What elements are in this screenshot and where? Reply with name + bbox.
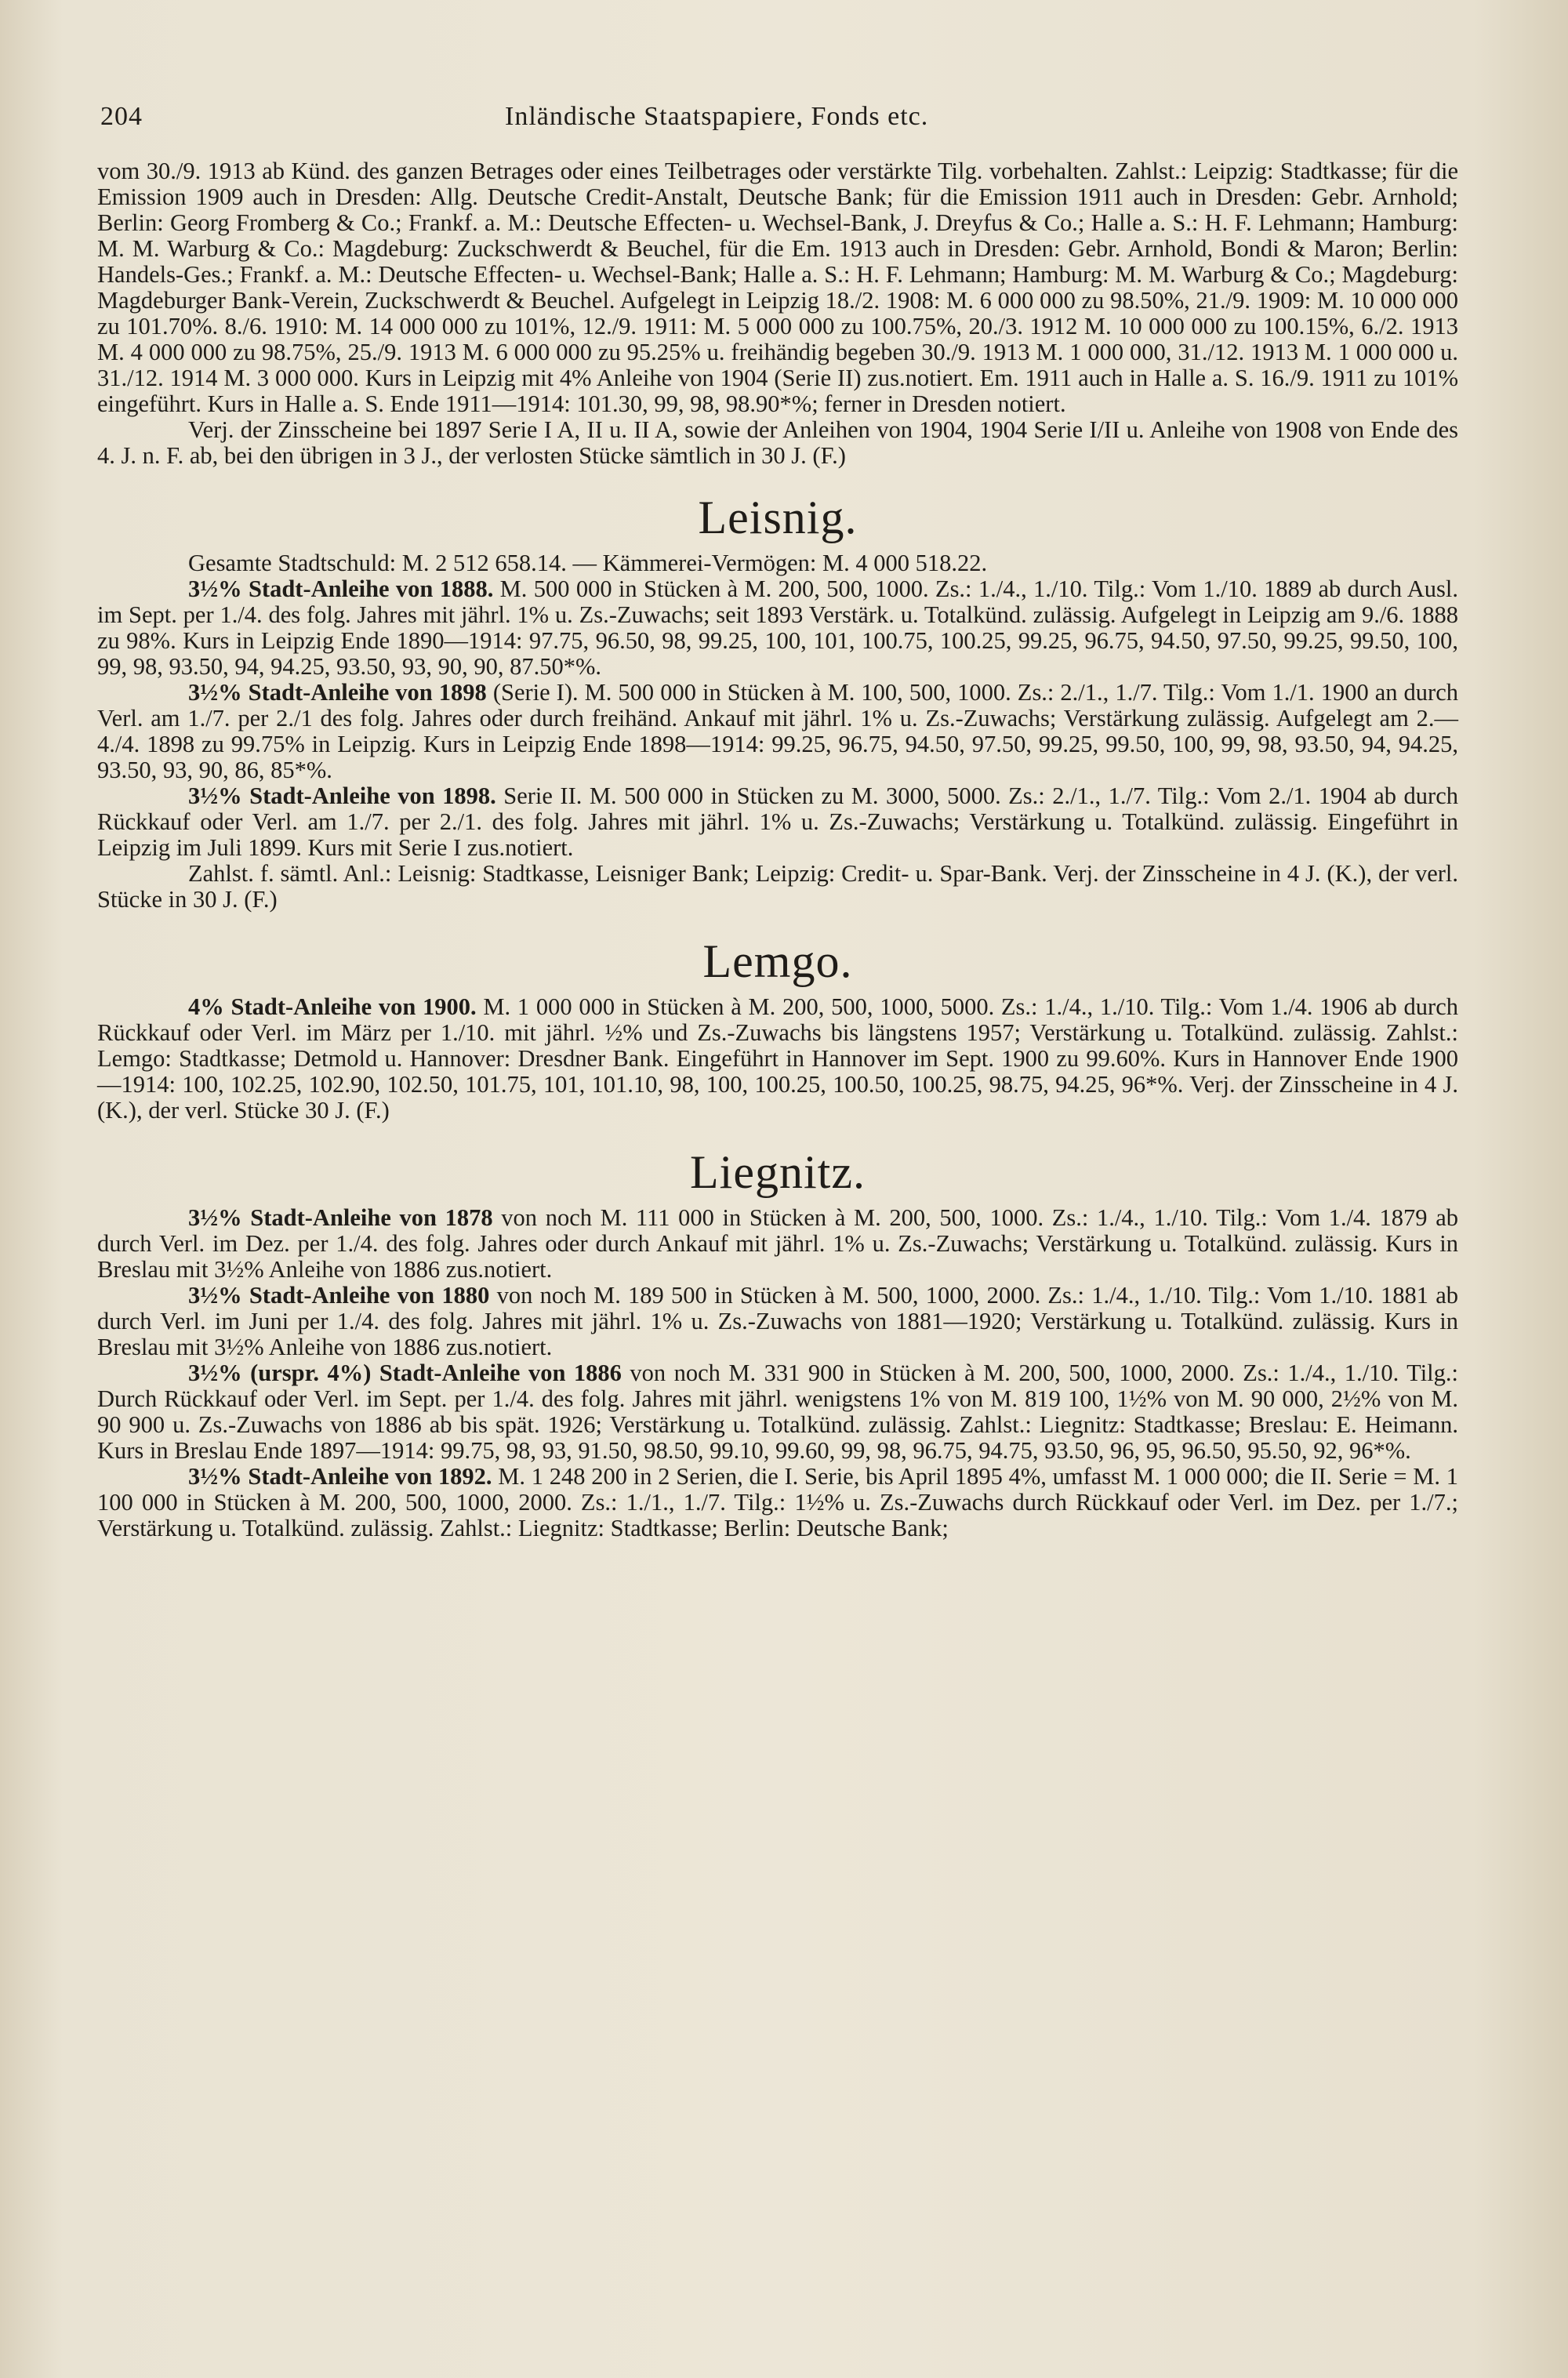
running-title: Inländische Staatspapiere, Fonds etc.	[505, 102, 929, 131]
loan-heading: 3½% Stadt-Anleihe von 1878	[188, 1204, 493, 1231]
section-title-lemgo: Lemgo.	[702, 935, 853, 987]
leisnig-summary: Gesamte Stadtschuld: M. 2 512 658.14. — Kämmerei-Vermögen: M. 4 000 518.22.	[188, 550, 988, 576]
loan-heading: 4% Stadt-Anleihe von 1900.	[188, 993, 477, 1020]
liegnitz-loan-1878	[97, 1205, 1458, 1283]
loan-text: (Serie I). M. 500 000 in Stücken à M. 100, 500, 1000. Zs.: 2./1., 1./7. Tilg.: Vom 1./1. 1900 an durch Verl. am 1./7. per 2./1 des folg. Jahres oder durch freihänd. Ankauf mit jährl. 1% u. Zs.-Zuwachs; Verstärkung zulässig. Aufgelegt am 2.—4./4. 1898 zu 99.75% in Leipzig. Kurs in Leipzig Ende 1898—1914: 99.25, 96.75, 94.50, 97.50, 99.25, 99.50, 100, 99, 98, 93.50, 94, 94.25, 93.50, 93, 90, 86, 85*%.	[97, 679, 1458, 783]
loan-heading: 3½% (urspr. 4%) Stadt-Anleihe von 1886	[188, 1360, 622, 1386]
limitation-paragraph: Verj. der Zinsscheine bei 1897 Serie I A, II u. II A, sowie der Anleihen von 1904, 1904 Serie I/II u. Anleihe von 1908 von Ende des 4. J. n. F. ab, bei den übrigen in 3 J., der verlosten Stücke sämtlich in 30 J. (F.)	[97, 416, 1458, 469]
body-text	[97, 158, 1458, 1541]
leisnig-loan-1898-serie-1	[97, 680, 1458, 783]
leisnig-paying-agents: Zahlst. f. sämtl. Anl.: Leisnig: Stadtkasse, Leisniger Bank; Leipzig: Credit- u. Spar-Bank. Verj. der Zinsscheine in 4 J. (K.), der verl. Stücke in 30 J. (F.)	[97, 860, 1458, 913]
section-title-leisnig: Leisnig.	[698, 492, 858, 543]
loan-heading: 3½% Stadt-Anleihe von 1898	[188, 679, 487, 706]
lemgo-loan-1900	[97, 994, 1458, 1124]
page-content	[97, 96, 1458, 1541]
loan-text: von noch M. 111 000 in Stücken à M. 200, 500, 1000. Zs.: 1./4., 1./10. Tilg.: Vom 1./4. 1879 ab durch Verl. im Dez. per 1./4. des folg. Jahres oder durch Ankauf mit jährl. 1% u. Zs.-Zuwachs; Verstärkung u. Totalkünd. zulässig. Kurs in Breslau mit 3½% Anleihe von 1886 zus.notiert.	[97, 1204, 1458, 1283]
loan-text: von noch M. 189 500 in Stücken à M. 500, 1000, 2000. Zs.: 1./4., 1./10. Tilg.: Vom 1./10. 1881 ab durch Verl. im Juni per 1./4. des folg. Jahres mit jährl. 1% u. Zs.-Zuwachs von 1881—1920; Verstärkung u. Totalkünd. zulässig. Kurs in Breslau mit 3½% Anleihe von 1886 zus.notiert.	[97, 1282, 1458, 1360]
loan-heading: 3½% Stadt-Anleihe von 1888.	[188, 575, 494, 602]
running-header	[97, 96, 1458, 158]
continued-paragraph: vom 30./9. 1913 ab Künd. des ganzen Betrages oder eines Teilbetrages oder verstärkte Tilg. vorbehalten. Zahlst.: Leipzig: Stadtkasse; für die Emission 1909 auch in Dresden: Allg. Deutsche Credit-Anstalt, Deutsche Bank; für die Emission 1911 auch in Dresden: Gebr. Arnhold; Berlin: Georg Fromberg & Co.; Frankf. a. M.: Deutsche Effecten- u. Wechsel-Bank, J. Dreyfus & Co.; Halle a. S.: H. F. Lehmann; Hamburg: M. M. Warburg & Co.: Magdeburg: Zuckschwerdt & Beuchel, für die Em. 1913 auch in Dresden: Gebr. Arnhold, Bondi & Maron; Berlin: Handels-Ges.; Frankf. a. M.: Deutsche Effecten- u. Wechsel-Bank; Halle a. S.: H. F. Lehmann; Hamburg: M. M. Warburg & Co.; Magdeburg: Magdeburger Bank-Verein, Zuckschwerdt & Beuchel. Aufgelegt in Leipzig 18./2. 1908: M. 6 000 000 zu 98.50%, 21./9. 1909: M. 10 000 000 zu 101.70%. 8./6. 1910: M. 14 000 000 zu 101%, 12./9. 1911: M. 5 000 000 zu 100.75%, 20./3. 1912 M. 10 000 000 zu 100.15%, 6./2. 1913 M. 4 000 000 zu 98.75%, 25./9. 1913 M. 6 000 000 zu 95.25% u. freihändig begeben 30./9. 1913 M. 1 000 000, 31./12. 1913 M. 1 000 000 u. 31./12. 1914 M. 3 000 000. Kurs in Leipzig mit 4% Anleihe von 1904 (Serie II) zus.notiert. Em. 1911 auch in Halle a. S. 16./9. 1911 zu 101% eingeführt. Kurs in Halle a. S. Ende 1911—1914: 101.30, 99, 98, 98.90*%; ferner in Dresden notiert.	[97, 158, 1458, 417]
page-number: 204	[100, 102, 143, 131]
leisnig-loan-1888	[97, 576, 1458, 680]
loan-text: Serie II. M. 500 000 in Stücken zu M. 3000, 5000. Zs.: 2./1., 1./7. Tilg.: Vom 2./1. 1904 ab durch Rückkauf oder Verl. am 1./7. per 2./1. des folg. Jahres mit jährl. 1% u. Zs.-Zuwachs; Verstärkung u. Totalkünd. zulässig. Eingeführt in Leipzig im Juli 1899. Kurs mit Serie I zus.notiert.	[97, 782, 1458, 861]
section-title-liegnitz: Liegnitz.	[690, 1146, 866, 1198]
loan-text: M. 1 248 200 in 2 Serien, die I. Serie, bis April 1895 4%, umfasst M. 1 000 000; die II. Serie = M. 1 100 000 in Stücken à M. 200, 500, 1000, 2000. Zs.: 1./1., 1./7. Tilg.: 1½% u. Zs.-Zuwachs durch Rückkauf oder Verl. im Dez. per 1./7.; Verstärkung u. Totalkünd. zulässig. Zahlst.: Liegnitz: Stadtkasse; Berlin: Deutsche Bank;	[97, 1463, 1458, 1541]
loan-text: von noch M. 331 900 in Stücken à M. 200, 500, 1000, 2000. Zs.: 1./4., 1./10. Tilg.: Durch Rückkauf oder Verl. im Sept. per 1./4. des folg. Jahres mit jährl. wenigstens 1% von M. 819 100, 1½% von M. 90 000, 2½% von M. 90 900 u. Zs.-Zuwachs von 1886 ab bis spät. 1926; Verstärkung u. Totalkünd. zulässig. Zahlst.: Liegnitz: Stadtkasse; Breslau: E. Heimann. Kurs in Breslau Ende 1897—1914: 99.75, 98, 93, 91.50, 98.50, 99.10, 99.60, 99, 98, 96.75, 94.75, 93.50, 96, 95, 96.50, 95.50, 92, 96*%.	[97, 1360, 1459, 1464]
loan-text: M. 1 000 000 in Stücken à M. 200, 500, 1000, 5000. Zs.: 1./4., 1./10. Tilg.: Vom 1./4. 1906 ab durch Rückkauf oder Verl. im März per 1./10. mit jährl. ½% und Zs.-Zuwachs bis längstens 1957; Verstärkung u. Totalkünd. zulässig. Zahlst.: Lemgo: Stadtkasse; Detmold u. Hannover: Dresdner Bank. Eingeführt in Hannover im Sept. 1900 zu 99.60%. Kurs in Hannover Ende 1900—1914: 100, 102.25, 102.90, 102.50, 101.75, 101, 101.10, 98, 100, 100.25, 100.50, 100.25, 98.75, 94.25, 96*%. Verj. der Zinsscheine in 4 J. (K.), der verl. Stücke 30 J. (F.)	[97, 993, 1458, 1124]
loan-heading: 3½% Stadt-Anleihe von 1898.	[188, 782, 496, 809]
loan-heading: 3½% Stadt-Anleihe von 1892.	[188, 1463, 492, 1490]
loan-heading: 3½% Stadt-Anleihe von 1880	[188, 1282, 490, 1309]
loan-text: M. 500 000 in Stücken à M. 200, 500, 1000. Zs.: 1./4., 1./10. Tilg.: Vom 1./10. 1889 ab durch Ausl. im Sept. per 1./4. des folg. Jahres mit jährl. 1% u. Zs.-Zuwachs; seit 1893 Verstärk. u. Totalkünd. zulässig. Aufgelegt in Leipzig am 9./6. 1888 zu 98%. Kurs in Leipzig Ende 1890—1914: 97.75, 96.50, 98, 99.25, 100, 101, 100.75, 100.25, 99.25, 96.75, 94.50, 97.50, 99.25, 99.50, 100, 99, 98, 93.50, 94, 94.25, 93.50, 93, 90, 90, 87.50*%.	[97, 575, 1458, 680]
liegnitz-loan-1886	[97, 1360, 1458, 1464]
liegnitz-loan-1892	[97, 1464, 1458, 1541]
leisnig-loan-1898-serie-2	[97, 783, 1458, 861]
liegnitz-loan-1880	[97, 1283, 1458, 1360]
